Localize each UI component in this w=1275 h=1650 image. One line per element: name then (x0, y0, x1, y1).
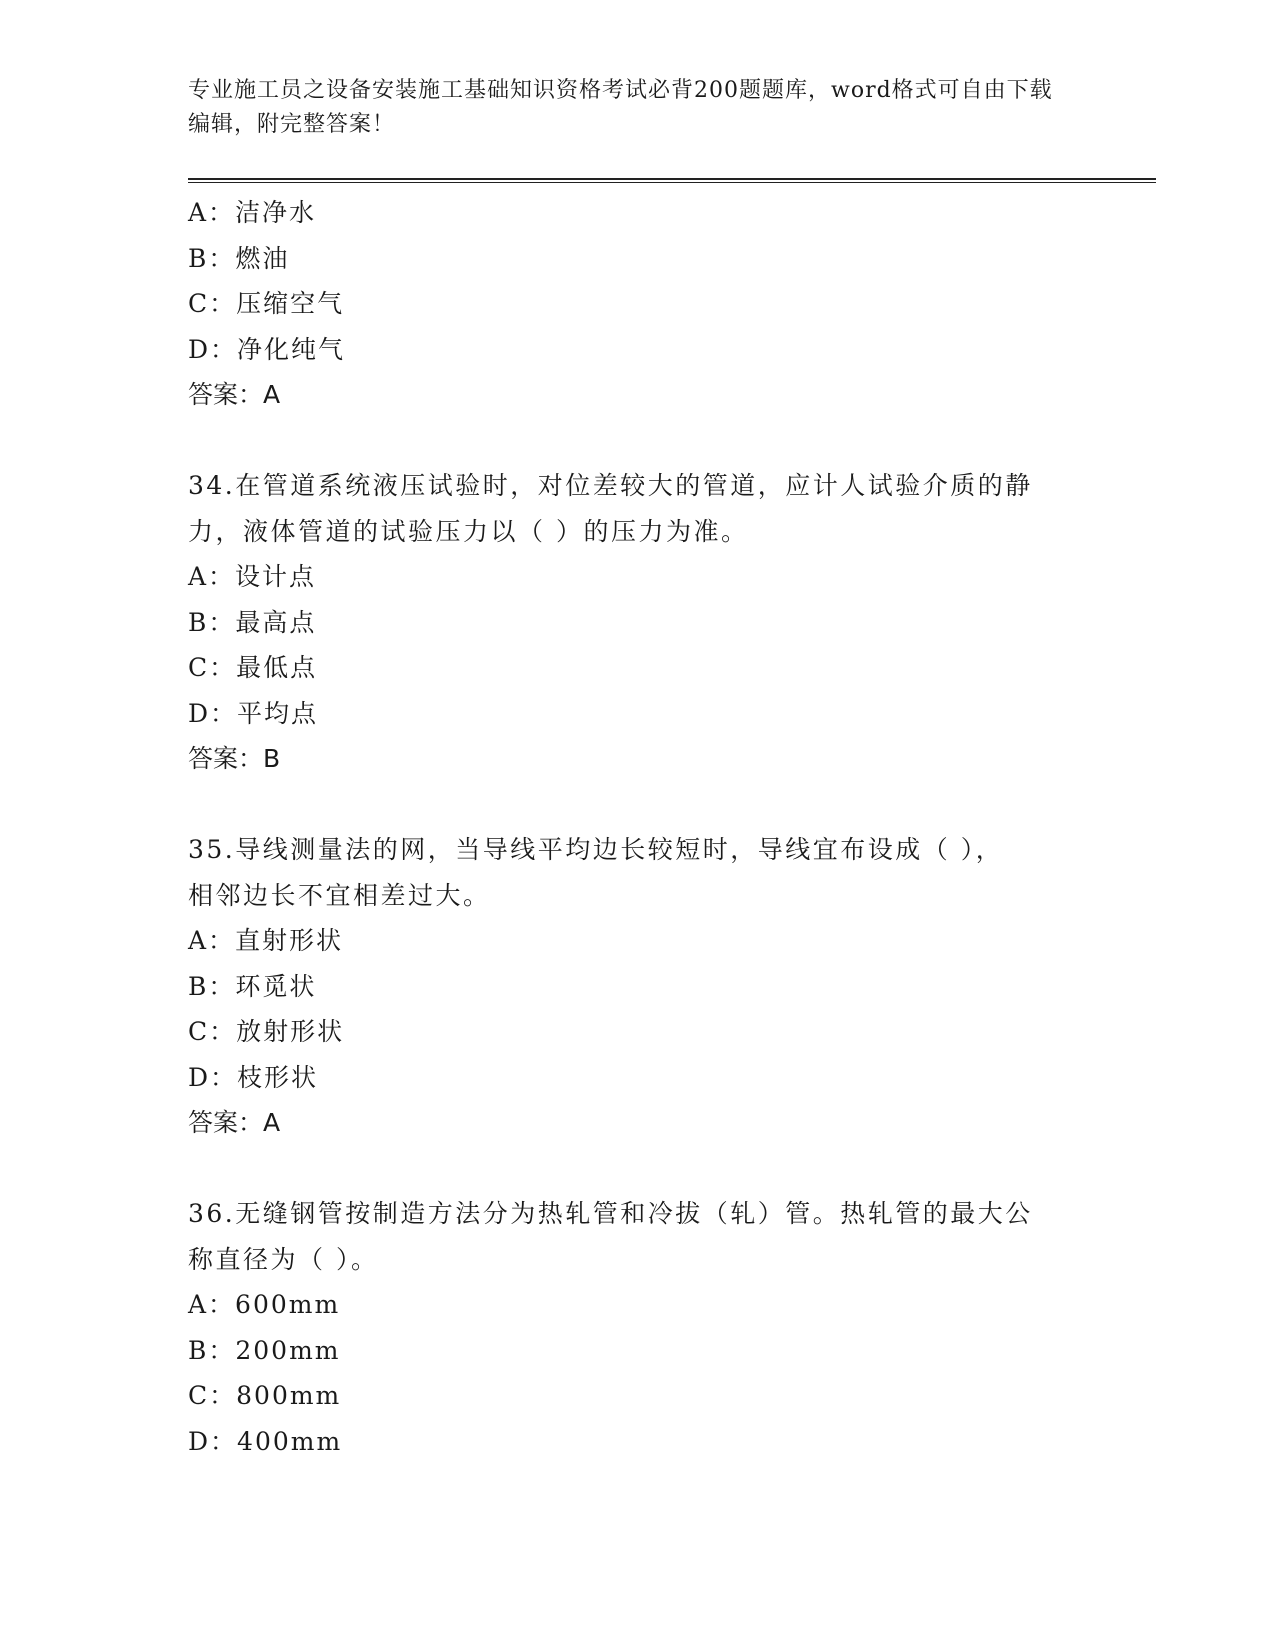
question-stem-line: 35.导线测量法的网，当导线平均边长较短时，导线宜布设成（ ）， (188, 835, 1004, 864)
question-34 (188, 463, 1088, 782)
option-a: A：直射形状 (188, 926, 344, 955)
option-a: A：洁净水 (188, 198, 317, 227)
option-d: D：枝形状 (188, 1062, 319, 1092)
header-divider (188, 178, 1156, 180)
option-b: B：燃油 (188, 243, 290, 273)
question-stem-line: 相邻边长不宜相差过大。 (188, 880, 491, 910)
answer-line: 答案：A (188, 1108, 281, 1137)
option-c: C：压缩空气 (188, 289, 345, 318)
option-c: C：800mm (188, 1381, 342, 1410)
question-stem-line: 称直径为（ ）。 (188, 1244, 379, 1274)
option-b: B：环觅状 (188, 971, 317, 1001)
option-d: D：400mm (188, 1426, 343, 1456)
option-a: A：设计点 (188, 562, 317, 591)
question-stem-line: 力，液体管道的试验压力以（ ）的压力为准。 (188, 516, 749, 546)
prev-question (188, 190, 1088, 418)
option-d: D：净化纯气 (188, 334, 346, 364)
question-content (188, 190, 1088, 1464)
page-header: 专业施工员之设备安装施工基础知识资格考试必背200题题库，word格式可自由下载编辑，附完整答案！ (188, 78, 1053, 137)
question-stem-line: 36.无缝钢管按制造方法分为热轧管和冷拔（轧）管。热轧管的最大公 (188, 1199, 1033, 1228)
question-36 (188, 1191, 1088, 1464)
option-b: B：最高点 (188, 607, 317, 637)
question-35 (188, 827, 1088, 1146)
option-c: C：最低点 (188, 653, 318, 682)
option-b: B：200mm (188, 1335, 341, 1365)
answer-line: 答案：A (188, 380, 281, 409)
answer-line: 答案：B (188, 744, 281, 773)
question-stem-line: 34.在管道系统液压试验时，对位差较大的管道，应计人试验介质的静 (188, 471, 1033, 500)
option-c: C：放射形状 (188, 1017, 345, 1046)
option-a: A：600mm (188, 1290, 341, 1319)
option-d: D：平均点 (188, 698, 319, 728)
